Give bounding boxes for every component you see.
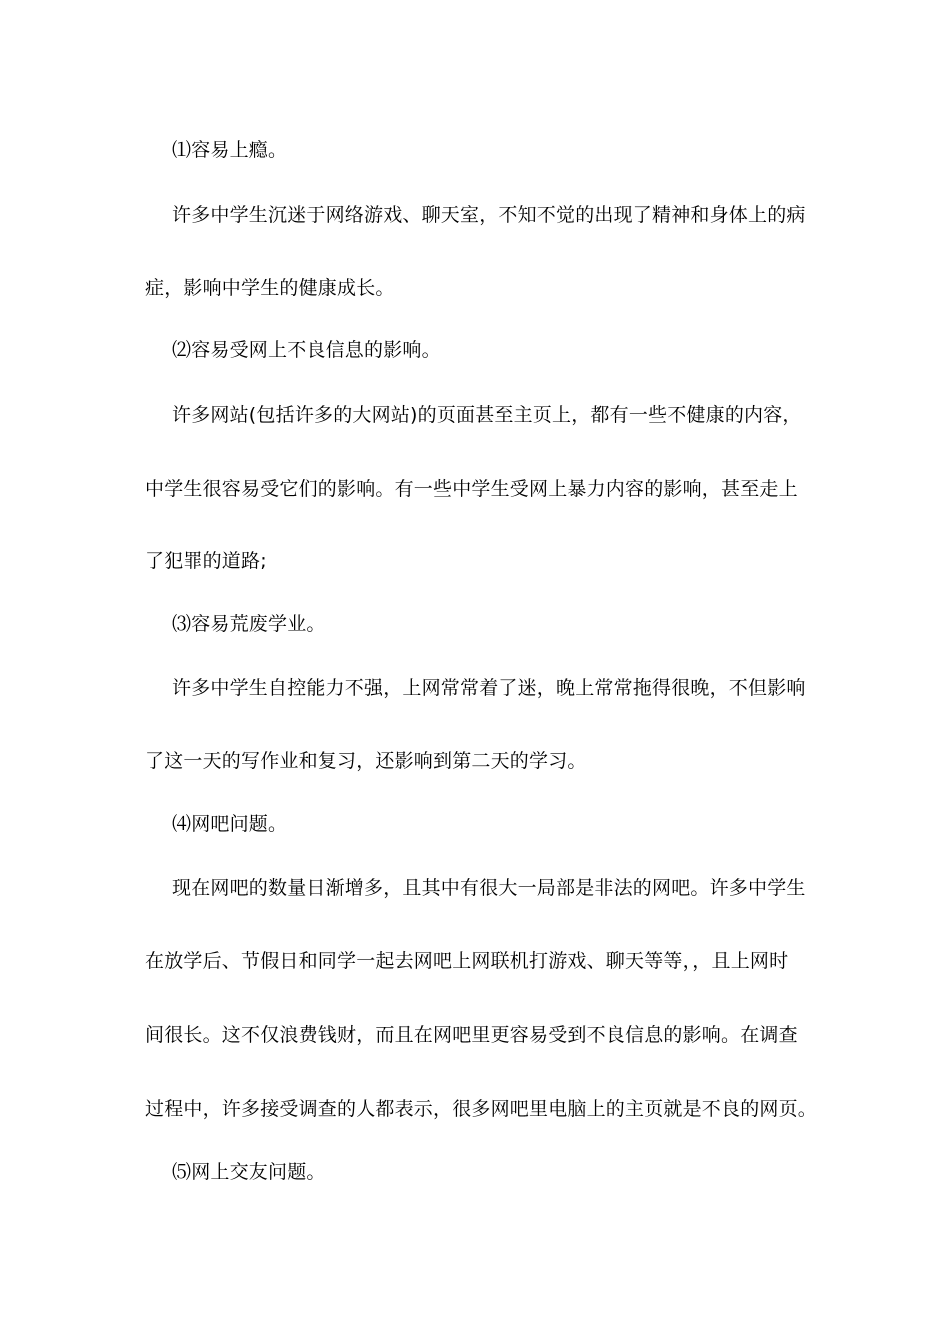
heading-studies: ⑶容易荒废学业。 <box>172 613 326 635</box>
paragraph-line: 间很长。这不仅浪费钱财，而且在网吧里更容易受到不良信息的影响。在调查 <box>145 1024 798 1046</box>
paragraph-line: 中学生很容易受它们的影响。有一些中学生受网上暴力内容的影响，甚至走上 <box>145 478 798 500</box>
paragraph-line: 许多网站(包括许多的大网站)的页面甚至主页上，都有一些不健康的内容， <box>172 404 802 426</box>
paragraph-line: 在放学后、节假日和同学一起去网吧上网联机打游戏、聊天等等，，且上网时 <box>145 950 789 972</box>
paragraph-line: 过程中，许多接受调查的人都表示，很多网吧里电脑上的主页就是不良的网页。 <box>145 1098 818 1120</box>
paragraph-line: 了这一天的写作业和复习，还影响到第二天的学习。 <box>145 750 587 772</box>
heading-internet-cafe: ⑷网吧问题。 <box>172 813 288 835</box>
heading-online-friends: ⑸网上交友问题。 <box>172 1161 326 1183</box>
paragraph-line: 许多中学生沉迷于网络游戏、聊天室，不知不觉的出现了精神和身体上的病 <box>172 204 806 226</box>
heading-bad-info: ⑵容易受网上不良信息的影响。 <box>172 339 441 361</box>
heading-addiction: ⑴容易上瘾。 <box>172 139 288 161</box>
paragraph-line: 许多中学生自控能力不强，上网常常着了迷，晚上常常拖得很晚，不但影响 <box>172 677 806 699</box>
paragraph-line: 症，影响中学生的健康成长。 <box>145 277 395 299</box>
paragraph-line: 现在网吧的数量日渐增多，且其中有很大一局部是非法的网吧。许多中学生 <box>172 877 806 899</box>
paragraph-line: 了犯罪的道路; <box>145 550 267 572</box>
